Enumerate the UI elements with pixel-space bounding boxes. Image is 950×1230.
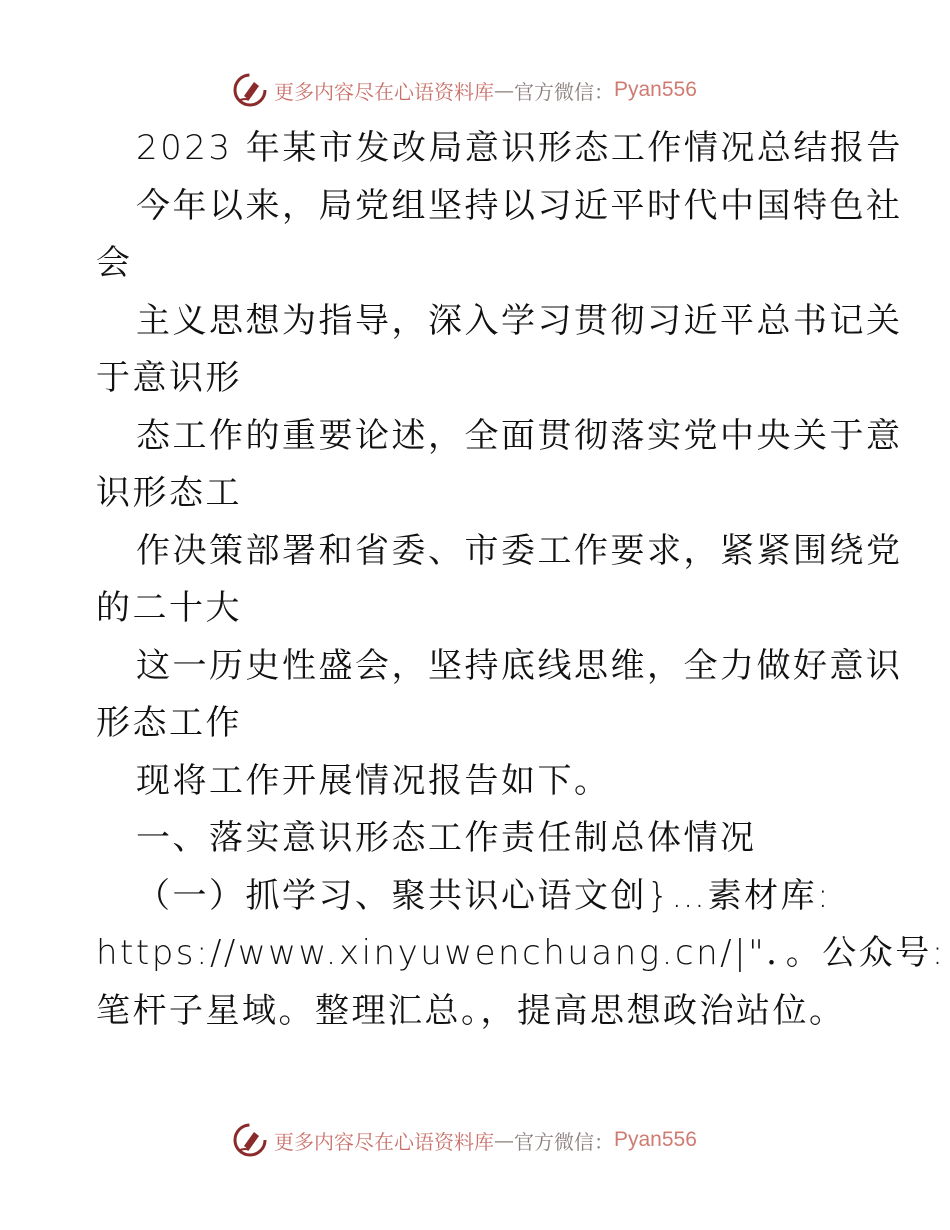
paragraph-line: https://www.xinyuwenchuang.cn/|"．。公众号: (96, 933, 946, 973)
watermark-wechat-label: 官方微信： (514, 79, 614, 104)
paragraph-line: 主义思想为指导，深入学习贯彻习近平总书记关 (136, 300, 903, 341)
watermark-dash: — (494, 1128, 514, 1152)
watermark-wechat-id: Pyan556 (614, 78, 697, 101)
paragraph-line: 这一历史性盛会，坚持底线思维，全力做好意识 (136, 645, 903, 686)
paragraph-line: 识形态工 (96, 473, 242, 513)
watermark-wechat-label: 官方微信： (514, 1129, 614, 1154)
watermark-site-text: 更多内容尽在心语资料库 (274, 1129, 494, 1154)
document-title: 2023 年某市发改局意识形态工作情况总结报告 (136, 128, 903, 168)
watermark-site-text: 更多内容尽在心语资料库 (274, 79, 494, 104)
paragraph-line: 今年以来，局党组坚持以习近平时代中国特色社 (136, 185, 903, 226)
paragraph-line: 形态工作 (96, 703, 242, 743)
paragraph-line: 的二十大 (96, 588, 242, 628)
document-lines (96, 178, 946, 1041)
paragraph-line: 笔杆子星域。整理汇总。，提高思想政治站位。 (96, 990, 846, 1031)
watermark-dash: — (494, 78, 514, 102)
paragraph-line: 一、落实意识形态工作责任制总体情况 (136, 818, 757, 858)
paragraph-line: 作决策部署和省委、市委工作要求，紧紧围绕党 (136, 530, 903, 571)
watermark-wechat-id: Pyan556 (614, 1128, 697, 1151)
paragraph-line: 于意识形 (96, 358, 242, 398)
paragraph-line: 态工作的重要论述，全面贯彻落实党中央关于意 (136, 415, 903, 456)
document-body (96, 120, 946, 1040)
paragraph-line: （一）抓学习、聚共识心语文创}…素材库: (136, 875, 832, 916)
watermark-footer (232, 1118, 697, 1162)
paragraph-line: 会 (96, 243, 133, 283)
pen-nib-circle-icon (232, 1122, 268, 1158)
paragraph-line: 现将工作开展情况报告如下。 (136, 760, 611, 801)
watermark-header (232, 68, 697, 112)
pen-nib-circle-icon (232, 72, 268, 108)
